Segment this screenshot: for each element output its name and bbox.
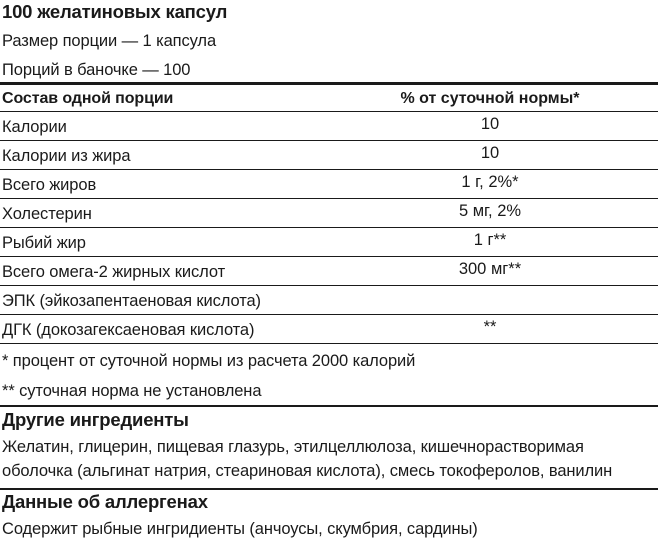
row-value: 1 г**	[473, 231, 507, 249]
row-value: **	[483, 318, 497, 336]
row-label: Калории	[2, 118, 67, 136]
row-value: 1 г, 2%*	[461, 173, 519, 191]
row-value: 10	[480, 115, 500, 133]
table-row	[0, 112, 658, 141]
row-label: Всего жиров	[2, 176, 97, 194]
row-value: 300 мг**	[458, 260, 522, 278]
row-label: Всего омега-2 жирных кислот	[2, 263, 226, 281]
footnote-not-established: ** суточная норма не установлена	[2, 382, 262, 400]
header-daily-value: % от суточной нормы*	[400, 90, 580, 107]
table-row	[0, 257, 658, 286]
table-header-row	[0, 85, 658, 112]
ingredients-line: оболочка (альгинат натрия, стеариновая кислота), смесь токоферолов, ванилин	[2, 462, 613, 480]
row-value: 5 мг, 2%	[458, 202, 522, 220]
serving-size: Размер порции — 1 капсула	[2, 32, 217, 50]
row-label: Рыбий жир	[2, 234, 86, 252]
table-row	[0, 199, 658, 228]
footnote-daily-value: * процент от суточной нормы из расчета 2000 калорий	[2, 352, 416, 370]
row-label: Калории из жира	[2, 147, 131, 165]
table-row	[0, 141, 658, 170]
servings-per-container: Порций в баночке — 100	[2, 61, 191, 79]
other-ingredients-heading: Другие ингредиенты	[2, 409, 189, 430]
section-rule	[0, 405, 658, 407]
table-row	[0, 170, 658, 199]
row-label: Холестерин	[2, 205, 92, 223]
ingredients-line: Желатин, глицерин, пищевая глазурь, этилцеллюлоза, кишечнорастворимая	[2, 438, 584, 456]
allergens-heading: Данные об аллергенах	[2, 491, 208, 512]
table-row	[0, 228, 658, 257]
row-label: ЭПК (эйкозапентаеновая кислота)	[2, 292, 261, 310]
table-row	[0, 315, 658, 344]
row-label: ДГК (докозагексаеновая кислота)	[2, 321, 255, 339]
table-row	[0, 286, 658, 315]
allergens-text: Содержит рыбные ингридиенты (анчоусы, скумбрия, сардины)	[2, 520, 478, 538]
product-title: 100 желатиновых капсул	[2, 1, 228, 22]
header-composition: Состав одной порции	[2, 90, 174, 107]
row-value: 10	[480, 144, 500, 162]
